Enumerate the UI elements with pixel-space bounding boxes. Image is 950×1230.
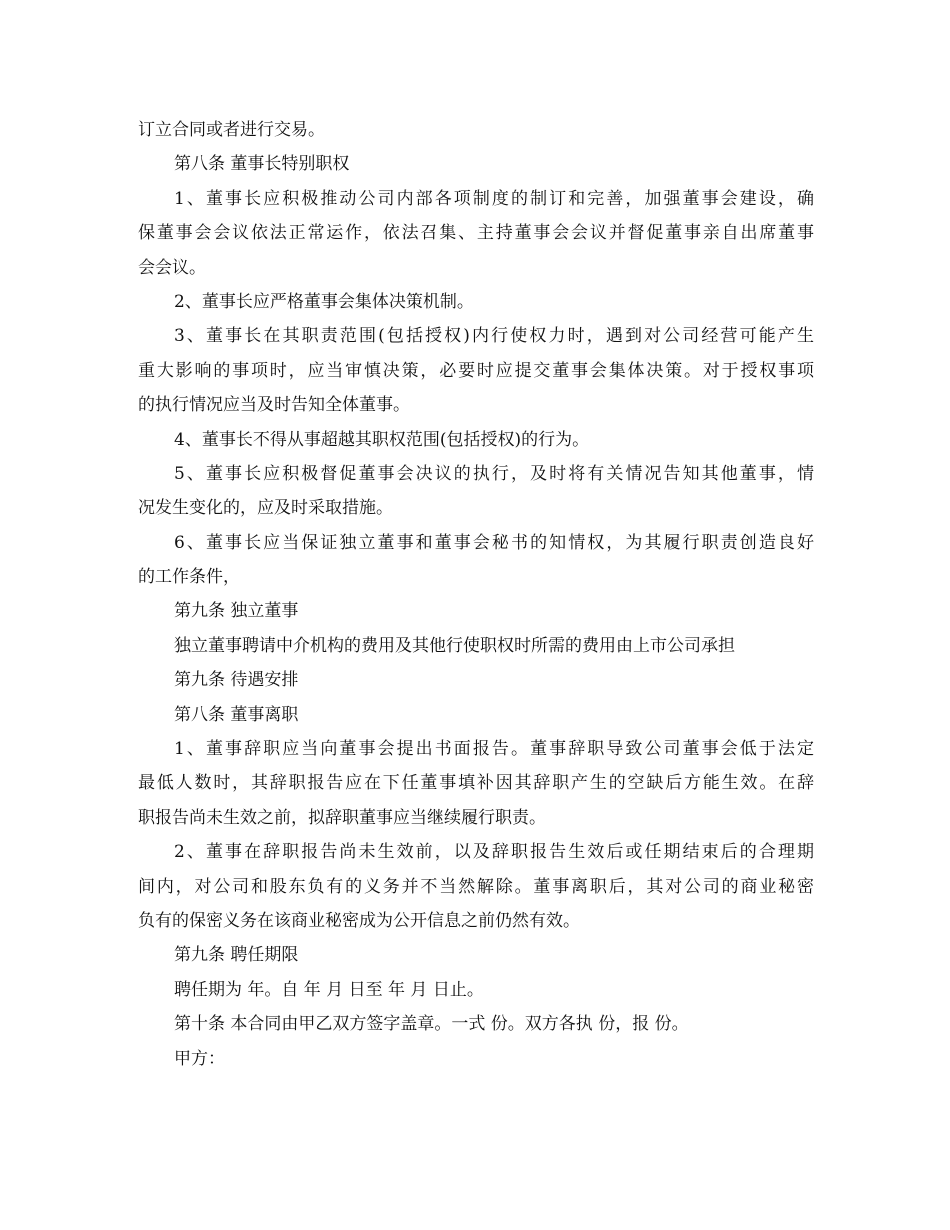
section-heading-10: 第十条 本合同由甲乙双方签字盖章。一式 份。双方各执 份，报 份。 bbox=[174, 1014, 689, 1035]
section-heading-9c: 第九条 聘任期限 bbox=[174, 945, 299, 966]
text-line: 会会议。 bbox=[138, 257, 206, 278]
document-body bbox=[138, 113, 814, 1076]
text-line: 职报告尚未生效之前，拟辞职董事应当继续履行职责。 bbox=[138, 807, 546, 828]
text-line: 独立董事聘请中介机构的费用及其他行使职权时所需的费用由上市公司承担 bbox=[174, 635, 735, 656]
text-line: 保董事会会议依法正常运作，依法召集、主持董事会会议并督促董事亲自出席董事 bbox=[138, 223, 814, 244]
text-line: 1、董事长应积极推动公司内部各项制度的制订和完善，加强董事会建设，确 bbox=[174, 188, 814, 209]
text-line: 6、董事长应当保证独立董事和董事会秘书的知情权，为其履行职责创造良好 bbox=[174, 532, 814, 553]
text-line: 况发生变化的，应及时采取措施。 bbox=[138, 498, 393, 519]
text-line: 的执行情况应当及时告知全体董事。 bbox=[138, 395, 410, 416]
section-heading-9b: 第九条 待遇安排 bbox=[174, 670, 299, 691]
text-line: 聘任期为 年。自 年 月 日至 年 月 日止。 bbox=[174, 979, 484, 1000]
text-line: 1、董事辞职应当向董事会提出书面报告。董事辞职导致公司董事会低于法定 bbox=[174, 739, 814, 760]
text-line: 2、董事在辞职报告尚未生效前，以及辞职报告生效后或任期结束后的合理期 bbox=[174, 842, 814, 863]
text-line: 4、董事长不得从事超越其职权范围(包括授权)的行为。 bbox=[174, 429, 590, 450]
text-line: 的工作条件， bbox=[138, 567, 240, 588]
section-heading-9: 第九条 独立董事 bbox=[174, 601, 299, 622]
section-heading-8b: 第八条 董事离职 bbox=[174, 704, 299, 725]
text-line: 订立合同或者进行交易。 bbox=[138, 120, 325, 140]
text-line: 最低人数时，其辞职报告应在下任董事填补因其辞职产生的空缺后方能生效。在辞 bbox=[138, 773, 814, 794]
text-line: 重大影响的事项时，应当审慎决策，必要时应提交董事会集体决策。对于授权事项 bbox=[138, 360, 814, 381]
party-a-label: 甲方： bbox=[174, 1048, 225, 1069]
text-line: 2、董事长应严格董事会集体决策机制。 bbox=[174, 291, 474, 312]
text-line: 3、董事长在其职责范围(包括授权)内行使权力时，遇到对公司经营可能产生 bbox=[174, 326, 814, 347]
text-line: 负有的保密义务在该商业秘密成为公开信息之前仍然有效。 bbox=[138, 910, 580, 931]
section-heading-8: 第八条 董事长特别职权 bbox=[174, 154, 350, 175]
text-line: 间内，对公司和股东负有的义务并不当然解除。董事离职后，其对公司的商业秘密 bbox=[138, 876, 814, 897]
text-line: 5、董事长应积极督促董事会决议的执行，及时将有关情况告知其他董事，情 bbox=[174, 463, 814, 484]
